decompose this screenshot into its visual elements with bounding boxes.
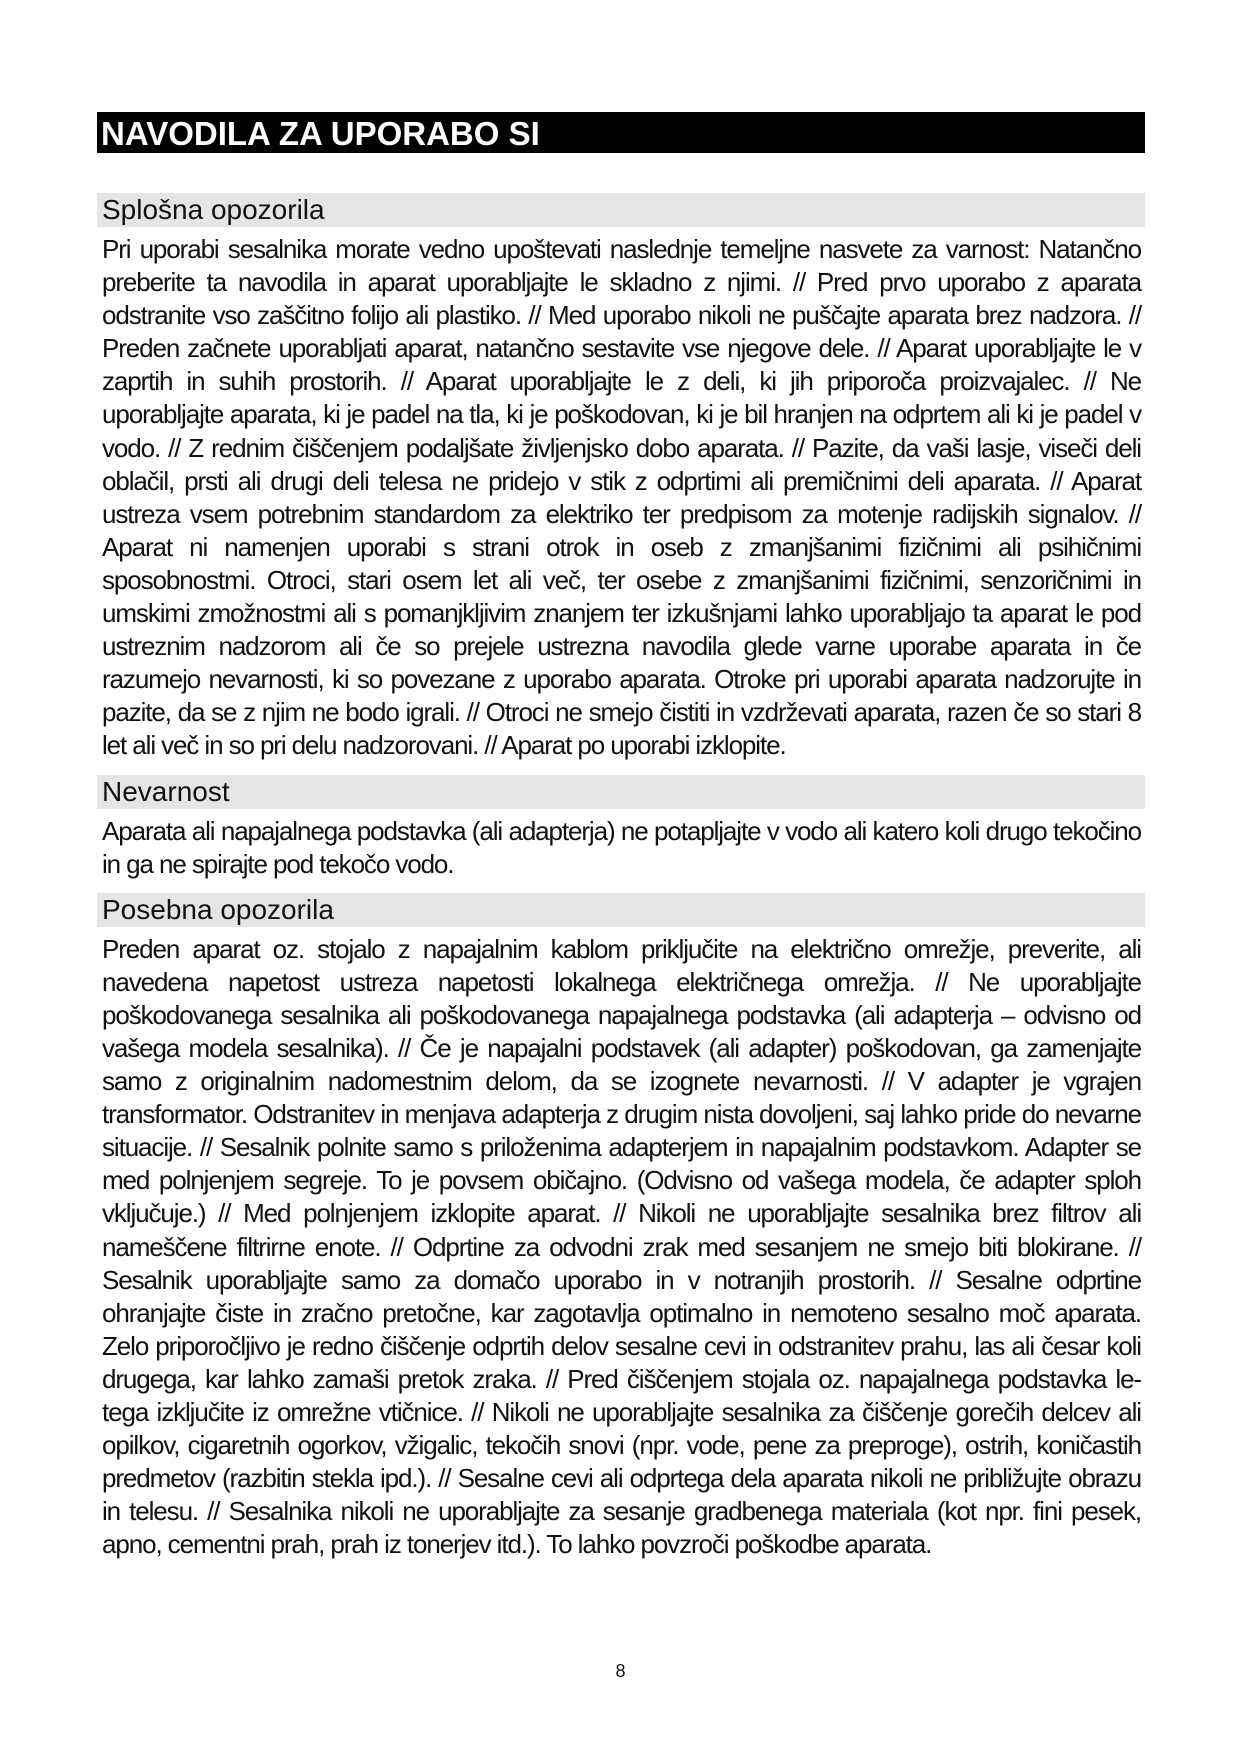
section-heading: Nevarnost: [97, 775, 1145, 809]
section-general-warnings: [97, 193, 1145, 763]
page-title: NAVODILA ZA UPORABO SI: [97, 112, 1145, 153]
section-danger: [97, 775, 1145, 881]
section-special-warnings: [97, 893, 1145, 1562]
section-heading: Posebna opozorila: [97, 893, 1145, 927]
title-spacer: [97, 153, 1145, 193]
section-heading: Splošna opozorila: [97, 193, 1145, 227]
section-body: Pri uporabi sesalnika morate vedno upoštevati naslednje temeljne nasvete za varnost: Natančno preberite ta navodila in aparat uporabljajte le skladno z njimi. // Pred prvo uporabo z aparata odstranite vso zaščitno folijo ali plastiko. // Med uporabo nikoli ne puščajte aparata brez nadzora. // Preden začnete uporabljati aparat, natančno sestavite vse njegove dele. // Aparat uporabljajte le v zaprtih in suhih prostorih. // Aparat uporabljajte le z deli, ki jih priporoča proizvajalec. // Ne uporabljajte aparata, ki je padel na tla, ki je poškodovan, ki je bil hranjen na odprtem ali ki je padel v vodo. // Z rednim čiščenjem podaljšate življenjsko dobo aparata. // Pazite, da vaši lasje, viseči deli oblačil, prsti ali drugi deli telesa ne pridejo v stik z odprtimi ali premičnimi deli aparata. // Aparat ustreza vsem potrebnim standardom za elektriko ter predpisom za motenje radijskih signalov. // Aparat ni namenjen uporabi s strani otrok in oseb z zmanjšanimi fizičnimi ali psihičnimi sposobnostmi. Otroci, stari osem let ali več, ter osebe z zmanjšanimi fizičnimi, senzoričnimi in umskimi zmožnostmi ali s pomanjkljivim znanjem ter izkušnjami lahko uporabljajo ta aparat le pod ustreznim nadzorom ali če so prejele ustrezna navodila glede varne uporabe aparata in če razumejo nevarnosti, ki so povezane z uporabo aparata. Otroke pri uporabi aparata nadzorujte in pazite, da se z njim ne bodo igrali. // Otroci ne smejo čistiti in vzdrževati aparata, razen če so stari 8 let ali več in so pri delu nadzorovani. // Aparat po uporabi izklopite.: [102, 234, 1141, 761]
document-page: [97, 112, 1145, 1561]
section-body: Preden aparat oz. stojalo z napajalnim kablom priključite na električno omrežje, preverite, ali navedena napetost ustreza napetosti lokalnega električnega omrežja. // Ne uporabljajte poškodovanega sesalnika ali poškodovanega napajalnega podstavka (ali adapterja – odvisno od vašega modela sesalnika). // Če je napajalni podstavek (ali adapter) poškodovan, ga zamenjajte samo z originalnim nadomestnim delom, da se izognete nevarnosti. // V adapter je vgrajen transformator. Odstranitev in menjava adapterja z drugim nista dovoljeni, saj lahko pride do nevarne situacije. // Sesalnik polnite samo s priloženima adapterjem in napajalnim podstavkom. Adapter se med polnjenjem segreje. To je povsem običajno. (Odvisno od vašega modela, če adapter sploh vključuje.) // Med polnjenjem izklopite aparat. // Nikoli ne uporabljajte sesalnika brez filtrov ali nameščene filtrirne enote. // Odprtine za odvodni zrak med sesanjem ne smejo biti blokirane. // Sesalnik uporabljajte samo za domačo uporabo in v notranjih prostorih. // Sesalne odprtine ohranjajte čiste in zračno pretočne, kar zagotavlja optimalno in nemoteno sesalno moč aparata. Zelo priporočljivo je redno čiščenje odprtih delov sesalne cevi in odstranitev prahu, las ali česar koli drugega, kar lahko zamaši pretok zraka. // Pred čiščenjem stojala oz. napajalnega podstavka le-tega izključite iz omrežne vtičnice. // Nikoli ne uporabljajte sesalnika za čiščenje gorečih delcev ali opilkov, cigaretnih ogorkov, vžigalic, tekočih snovi (npr. vode, pene za preproge), ostrih, koničastih predmetov (razbitin stekla ipd.). // Sesalne cevi ali odprtega dela aparata nikoli ne približujte obrazu in telesu. // Sesalnika nikoli ne uporabljajte za sesanje gradbenega materiala (kot npr. fini pesek, apno, cementni prah, prah iz tonerjev itd.). To lahko povzroči poškodbe aparata.: [102, 933, 1141, 1560]
section-body: Aparata ali napajalnega podstavka (ali adapterja) ne potapljajte v vodo ali katero koli drugo tekočino in ga ne spirajte pod tekočo vodo.: [102, 815, 1141, 879]
page-number: 8: [615, 1661, 626, 1681]
section-spacer: [97, 763, 1145, 775]
section-spacer: [97, 881, 1145, 893]
